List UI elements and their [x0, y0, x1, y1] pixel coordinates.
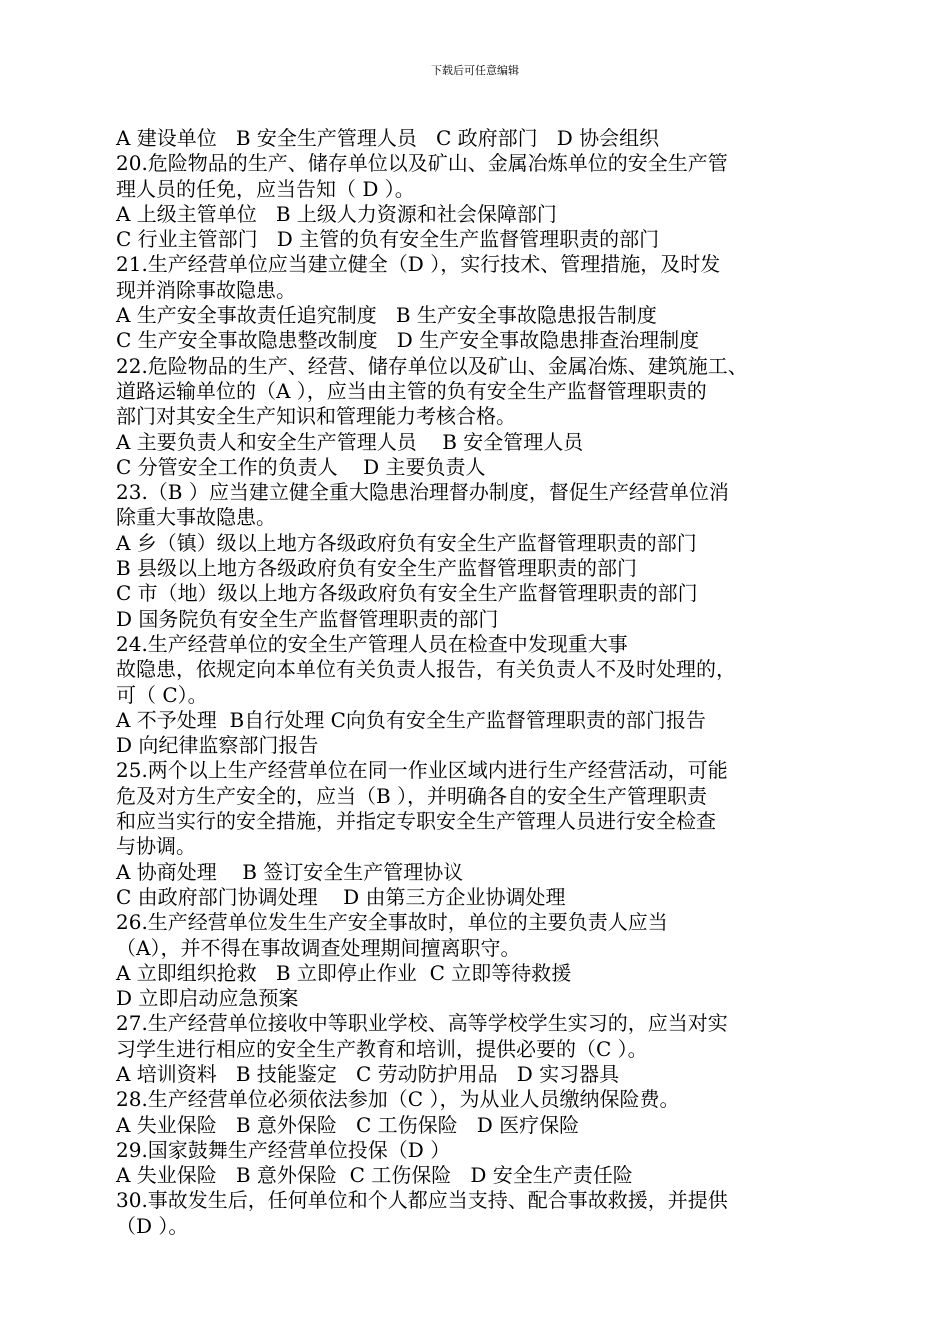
text-line: C 由政府部门协调处理 D 由第三方企业协调处理	[116, 884, 566, 909]
text-line: D 向纪律监察部门报告	[116, 733, 319, 758]
text-line: 故隐患，依规定向本单位有关负责人报告，有关负责人不及时处理的，	[116, 657, 736, 682]
text-line: 道路运输单位的（A ），应当由主管的负有安全生产监督管理职责的	[116, 378, 707, 403]
text-line: C 市（地）级以上地方各级政府负有安全生产监督管理职责的部门	[116, 581, 698, 606]
text-line: C 分管安全工作的负责人 D 主要负责人	[116, 454, 486, 479]
page-header: 下载后可任意编辑	[431, 64, 519, 77]
text-line: 危及对方生产安全的，应当（B ），并明确各自的安全生产管理职责	[116, 783, 708, 808]
text-line: 21.生产经营单位应当建立健全（D ），实行技术、管理措施，及时发	[116, 252, 721, 277]
text-line: 26.生产经营单位发生生产安全事故时，单位的主要负责人应当	[116, 910, 668, 935]
text-line: C 生产安全事故隐患整改制度 D 生产安全事故隐患排查治理制度	[116, 328, 700, 353]
text-line: A 立即组织抢救 B 立即停止作业 C 立即等待救援	[116, 960, 572, 985]
text-line: （A），并不得在事故调查处理期间擅离职守。	[116, 935, 521, 960]
text-line: A 不予处理 B自行处理 C向负有安全生产监督管理职责的部门报告	[116, 707, 706, 732]
text-line: 22.危险物品的生产、经营、储存单位以及矿山、金属冶炼、建筑施工、	[116, 353, 748, 378]
text-line: A 培训资料 B 技能鉴定 C 劳动防护用品 D 实习器具	[116, 1061, 620, 1086]
text-line: 28.生产经营单位必须依法参加（C ），为从业人员缴纳保险费。	[116, 1087, 680, 1112]
text-line: A 协商处理 B 签订安全生产管理协议	[116, 859, 464, 884]
text-line: 23.（B ）应当建立健全重大隐患治理督办制度，督促生产经营单位消	[116, 480, 729, 505]
text-line: 27.生产经营单位接收中等职业学校、高等学校学生实习的，应当对实	[116, 1011, 728, 1036]
text-line: D 国务院负有安全生产监督管理职责的部门	[116, 606, 499, 631]
text-line: 习学生进行相应的安全生产教育和培训，提供必要的（C ）。	[116, 1036, 648, 1061]
text-line: 现并消除事故隐患。	[116, 277, 296, 302]
text-line: C 行业主管部门 D 主管的负有安全生产监督管理职责的部门	[116, 227, 660, 252]
text-line: 部门对其安全生产知识和管理能力考核合格。	[116, 404, 516, 429]
text-line: A 生产安全事故责任追究制度 B 生产安全事故隐患报告制度	[116, 303, 657, 328]
text-line: 30.事故发生后，任何单位和个人都应当支持、配合事故救援，并提供	[116, 1188, 728, 1213]
text-line: A 建设单位 B 安全生产管理人员 C 政府部门 D 协会组织	[116, 126, 660, 150]
text-line: 25.两个以上生产经营单位在同一作业区域内进行生产经营活动，可能	[116, 758, 728, 783]
text-line: A 乡（镇）级以上地方各级政府负有安全生产监督管理职责的部门	[116, 530, 697, 555]
text-line: 可（ C）。	[116, 682, 208, 707]
text-line: 与协调。	[116, 834, 196, 859]
text-line: D 立即启动应急预案	[116, 986, 299, 1011]
text-line: 除重大事故隐患。	[116, 505, 276, 530]
document-body	[116, 126, 856, 1239]
text-line: （D ）。	[116, 1213, 189, 1238]
text-line: 理人员的任免，应当告知（ D ）。	[116, 176, 415, 201]
text-line: 20.危险物品的生产、储存单位以及矿山、金属冶炼单位的安全生产管	[116, 151, 728, 176]
text-line: A 上级主管单位 B 上级人力资源和社会保障部门	[116, 201, 557, 226]
text-line: A 失业保险 B 意外保险 C 工伤保险 D 安全生产责任险	[116, 1163, 633, 1188]
text-line: 和应当实行的安全措施，并指定专职安全生产管理人员进行安全检查	[116, 809, 716, 834]
text-line: 29.国家鼓舞生产经营单位投保（D ）	[116, 1137, 451, 1162]
text-line: A 失业保险 B 意外保险 C 工伤保险 D 医疗保险	[116, 1112, 580, 1137]
text-line: A 主要负责人和安全生产管理人员 B 安全管理人员	[116, 429, 584, 454]
text-line: B 县级以上地方各级政府负有安全生产监督管理职责的部门	[116, 556, 638, 581]
text-line: 24.生产经营单位的安全生产管理人员在检查中发现重大事	[116, 631, 628, 656]
